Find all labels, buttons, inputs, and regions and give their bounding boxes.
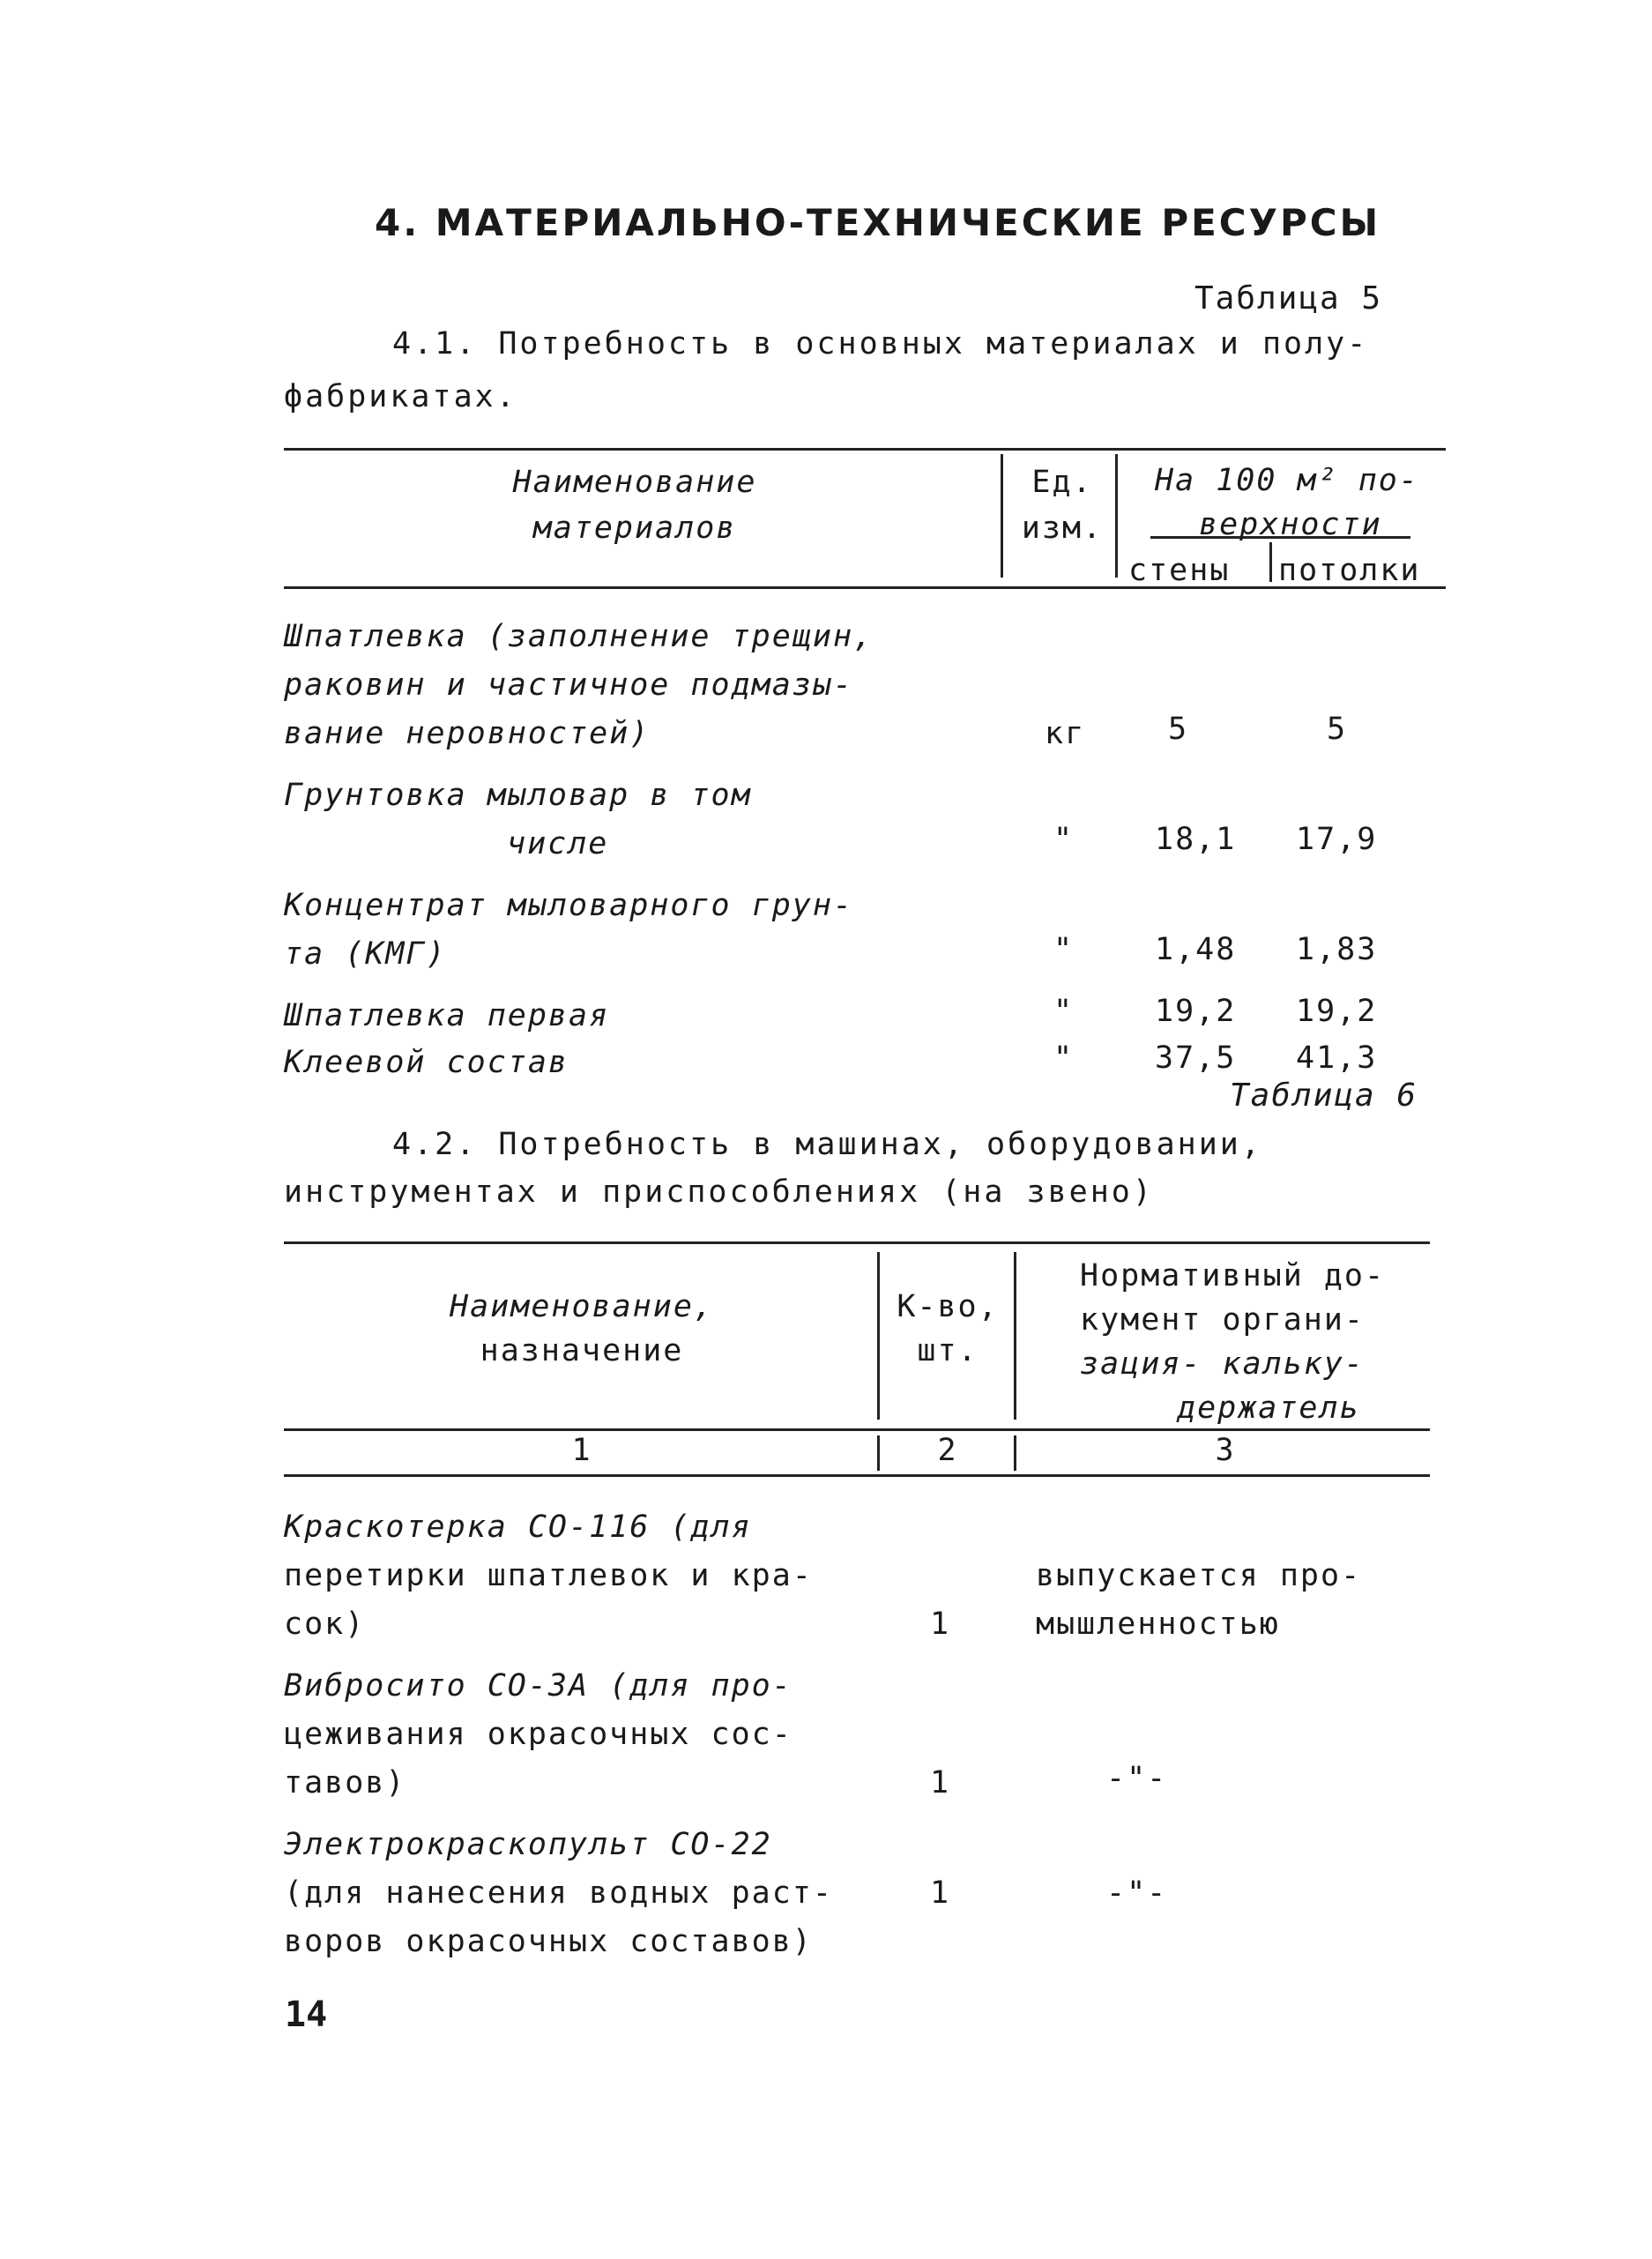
section-title: 4. МАТЕРИАЛЬНО-ТЕХНИЧЕСКИЕ РЕСУРСЫ: [375, 201, 1381, 244]
table5-row1-name-3: вание неровностей): [284, 716, 651, 751]
table5-row4-name-1: Шпатлевка первая: [284, 998, 610, 1033]
table5-row3-name-1: Концентрат мыловарного грун-: [284, 888, 854, 923]
table5-heading-line2: фабрикатах.: [284, 379, 517, 414]
table6-row1-name-1: Краскотерка СО-116 (для: [284, 1510, 752, 1545]
table5-row5-ceiling: 41,3: [1296, 1040, 1378, 1076]
table6-colnum-3: 3: [1215, 1433, 1236, 1468]
table6-heading-line1: 4.2. Потребность в машинах, оборудовании,: [392, 1127, 1262, 1162]
table6-row1-doc-1: выпускается про-: [1036, 1558, 1362, 1593]
table5-header-rule: [284, 586, 1446, 589]
page-number: 14: [285, 1994, 328, 2035]
table5-header-unit-1: Ед.: [1031, 465, 1093, 500]
table5-row3-name-2: та (КМГ): [284, 936, 447, 972]
table5-row1-walls: 5: [1168, 712, 1189, 747]
table6-row1-qty: 1: [930, 1607, 951, 1642]
table6-row3-name-3: воров окрасочных составов): [284, 1924, 813, 1959]
table5-header-group-1: На 100 м² по-: [1155, 463, 1419, 498]
table6-header-doc-4: держатель: [1177, 1390, 1360, 1426]
table6-header-name-2: назначение: [480, 1333, 684, 1368]
table5-row2-walls: 18,1: [1155, 822, 1237, 857]
table5-header-name-1: Наименование: [512, 465, 757, 500]
table6-colnum-2: 2: [937, 1433, 958, 1468]
table6-vrule-qty: [877, 1252, 880, 1420]
table6-row1-name-2: перетирки шпатлевок и кра-: [284, 1558, 813, 1593]
table5-row4-walls: 19,2: [1155, 994, 1237, 1029]
table5-header-name-2: материалов: [532, 511, 737, 546]
table5-row2-ceiling: 17,9: [1296, 822, 1378, 857]
table5-heading-line1: 4.1. Потребность в основных материалах и полу-: [392, 326, 1369, 362]
table6-header-doc-3: зация- кальку-: [1080, 1346, 1366, 1382]
table5-header-group-2: верхности: [1199, 507, 1382, 542]
table5-row1-ceiling: 5: [1327, 712, 1348, 747]
table5-row1-name-1: Шпатлевка (заполнение трещин,: [284, 619, 874, 654]
table5-row1-unit: кг: [1045, 716, 1086, 751]
table5-row5-walls: 37,5: [1155, 1040, 1237, 1076]
table6-colnum-rule: [284, 1474, 1430, 1477]
table5-header-unit-2: изм.: [1021, 511, 1104, 546]
table6-row3-doc: -"-: [1106, 1875, 1168, 1911]
table5-row3-walls: 1,48: [1155, 932, 1237, 967]
table5-top-rule: [284, 448, 1446, 451]
table5-row2-unit: ": [1053, 822, 1075, 857]
table5-row1-name-2: раковин и частичное подмазы-: [284, 667, 854, 703]
table6-header-doc-1: Нормативный до-: [1080, 1258, 1386, 1294]
table5-row4-unit: ": [1053, 994, 1075, 1029]
table6-label: Таблица 6: [1230, 1077, 1418, 1114]
table6-row3-name-2: (для нанесения водных раст-: [284, 1875, 833, 1911]
table6-row2-name-1: Вибросито СО-3А (для про-: [284, 1668, 793, 1704]
table6-row2-name-2: цеживания окрасочных сос-: [284, 1717, 793, 1752]
table6-colnum-1: 1: [571, 1433, 592, 1468]
table6-header-doc-2: кумент органи-: [1080, 1302, 1366, 1338]
table6-row1-doc-2: мышленностью: [1036, 1607, 1280, 1642]
table5-row2-name-2: числе: [507, 826, 609, 861]
table6-row2-qty: 1: [930, 1765, 951, 1800]
table5-header-walls: стены: [1128, 553, 1231, 588]
table6-row2-doc: -"-: [1106, 1761, 1168, 1796]
table5-row4-ceiling: 19,2: [1296, 994, 1378, 1029]
table6-header-qty-2: шт.: [917, 1333, 979, 1368]
table6-row1-name-3: сок): [284, 1607, 366, 1642]
table6-vrule-doc: [1014, 1252, 1016, 1420]
table5-row3-unit: ": [1053, 932, 1075, 967]
table6-vrule-num-qty: [877, 1435, 880, 1471]
table5-row5-name-1: Клеевой состав: [284, 1045, 569, 1080]
table5-label: Таблица 5: [1194, 280, 1383, 317]
table5-row3-ceiling: 1,83: [1296, 932, 1378, 967]
table6-header-name-1: Наименование,: [450, 1289, 714, 1324]
table6-row2-name-3: тавов): [284, 1765, 406, 1800]
table5-row2-name-1: Грунтовка мыловар в том: [284, 778, 752, 813]
table6-header-qty-1: К-во,: [897, 1289, 999, 1324]
table5-header-ceiling: потолки: [1278, 553, 1421, 588]
table5-vrule-group: [1115, 454, 1118, 578]
table5-vrule-unit: [1001, 454, 1003, 578]
table6-heading-line2: инструментах и приспособлениях (на звено): [284, 1174, 1154, 1210]
table6-vrule-num-doc: [1014, 1435, 1016, 1471]
table5-row5-unit: ": [1053, 1040, 1075, 1076]
table6-row3-name-1: Электрокраскопульт СО-22: [284, 1827, 772, 1862]
table6-top-rule: [284, 1241, 1430, 1244]
table6-row3-qty: 1: [930, 1875, 951, 1911]
